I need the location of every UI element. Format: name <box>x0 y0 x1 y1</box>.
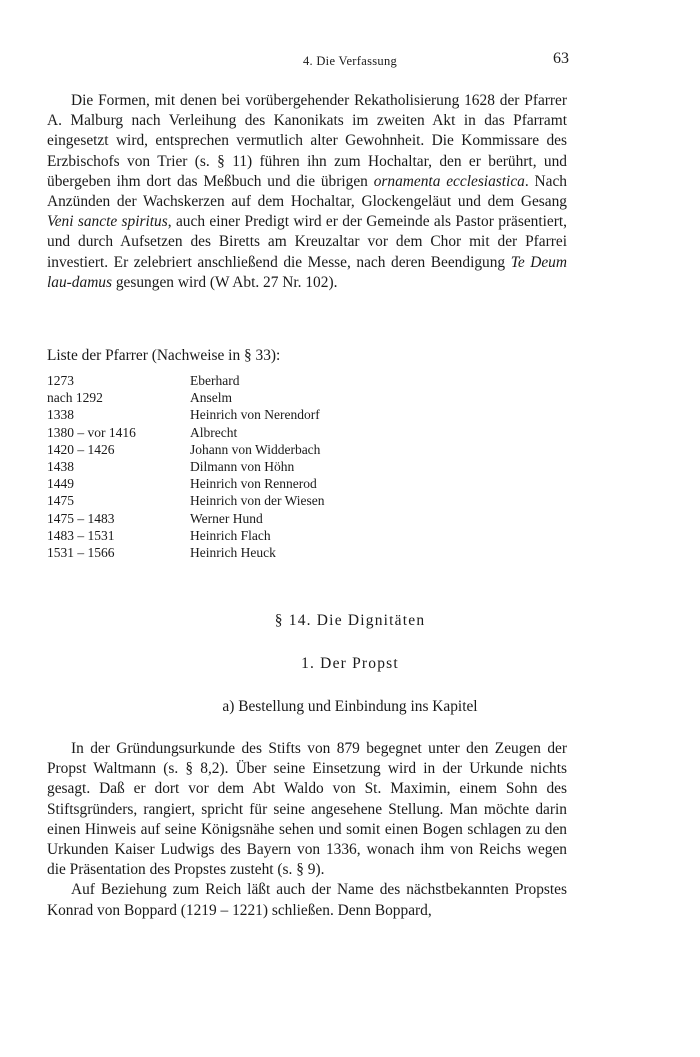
page-number: 63 <box>553 50 569 67</box>
text-segment: , auch einer <box>167 213 241 231</box>
pastor-date: nach 1292 <box>47 390 103 406</box>
list-item <box>47 475 567 492</box>
pastor-date: 1380 – vor 1416 <box>47 424 136 440</box>
pastor-date: 1475 – 1483 <box>47 510 115 526</box>
pastor-date: 1420 – 1426 <box>47 441 115 457</box>
pastor-name: Dilmann von Höhn <box>190 459 295 475</box>
pastor-date: 1531 – 1566 <box>47 545 115 561</box>
pastor-name: Heinrich von Rennerod <box>190 476 317 492</box>
list-item <box>47 527 567 544</box>
list-intro: Liste der Pfarrer (Nachweise in § 33): <box>47 347 281 364</box>
pastor-date: 1483 – 1531 <box>47 527 115 543</box>
running-head: 4. Die Verfassung <box>302 54 398 68</box>
text-line: Predigt wird er der Gemeinde als Pastor präsentiert, und durch Aufsetzen <box>47 213 567 251</box>
text-segment: . Nach Anzünden der Wachskerzen auf dem <box>47 172 567 211</box>
list-item <box>47 441 567 458</box>
list-item <box>47 458 567 475</box>
list-item <box>47 389 567 406</box>
latin-hymn: Veni sancte spiritus <box>47 213 168 231</box>
list-item <box>47 424 567 441</box>
list-item <box>47 544 567 561</box>
list-item <box>47 406 567 423</box>
pastor-list <box>47 372 567 561</box>
latin-hymn: Te Deum lau- <box>47 253 567 291</box>
text-segment: zelebriert anschließend die Messe, nach deren Beendigung <box>133 253 511 271</box>
pastor-name: Johann von Widderbach <box>190 441 321 457</box>
text-line: Die Kommissare des Erzbischofs von Trier (s. § 11) führen ihn zum <box>47 132 567 170</box>
paragraph-text: Auf Beziehung zum Reich läßt auch der Name des nächstbekannten Propstes Konrad von Boppard (1219 – 1221) schließen. Denn Boppard, <box>47 881 567 919</box>
text-segment: Hochaltar, Glockengeläut und dem Gesang <box>290 193 567 211</box>
latin-hymn-cont: damus <box>71 273 112 291</box>
text-line: des Biretts am Kreuzaltar vor dem Chor mit der Pfarrei investiert. Er <box>47 233 567 271</box>
list-item <box>47 510 567 527</box>
subsubsection-heading: a) Bestellung und Einbindung ins Kapitel <box>222 698 478 715</box>
pastor-name: Heinrich Flach <box>190 527 271 543</box>
pastor-name: Heinrich von der Wiesen <box>190 493 325 509</box>
pastor-date: 1273 <box>47 373 74 388</box>
pastor-name: Heinrich von Nerendorf <box>190 407 320 423</box>
pastor-date: 1475 <box>47 493 74 509</box>
pastor-date: 1338 <box>47 407 74 423</box>
pastor-name: Werner Hund <box>190 510 263 526</box>
text-segment: gesungen wird (W Abt. 27 Nr. 102). <box>112 273 338 291</box>
text-line: in das Pfarramt eingesetzt wird, entsprechen vermutlich alter Gewohnheit. <box>47 112 567 150</box>
pastor-name: Anselm <box>190 390 232 406</box>
paragraph-text <box>47 91 567 293</box>
pastor-name: Albrecht <box>190 424 238 440</box>
pastor-name: Eberhard <box>190 373 240 388</box>
latin-term: ornamenta ecclesiastica <box>373 172 525 190</box>
pastor-date: 1438 <box>47 459 74 475</box>
subsection-heading: 1. Der Propst <box>301 655 399 672</box>
paragraph-text: In der Gründungsurkunde des Stifts von 879 begegnet unter den Zeugen der Propst Waltmann (s. § 8,2). Über seine Einsetzung wird in der Urkunde nichts gesagt. Daß er dort vor dem Abt Waldo von St. Maximin, einem Sohn des Stiftsgründers, rangiert, spricht für seine angesehene Stellung. Man möchte darin einen Hinweis auf seine Königsnähe sehen und somit einen Bogen schlagen zu den Urkunden Kaiser Ludwigs des Bayern von 1336, wonach ihm von Reichs wegen die Präsentation des Propstes zusteht (s. § 9). <box>47 740 567 879</box>
text-line: der Pfarrer A. Malburg nach Verleihung des Kanonikats im zweiten Akt <box>47 92 567 130</box>
pastor-date: 1449 <box>47 476 74 492</box>
text-line: Die Formen, mit denen bei vorübergehender Rekatholisierung 1628 <box>71 92 495 109</box>
paragraph-ceremony <box>47 91 567 293</box>
section-heading: § 14. Die Dignitäten <box>274 612 426 629</box>
text-line: Hochaltar, den er berührt, und übergeben ihm dort das Meßbuch und die <box>47 152 567 190</box>
text-segment: übrigen <box>320 172 374 190</box>
paragraph-provost <box>47 739 567 921</box>
list-item <box>47 372 567 389</box>
list-item <box>47 492 567 509</box>
pastor-name: Heinrich Heuck <box>190 545 276 561</box>
